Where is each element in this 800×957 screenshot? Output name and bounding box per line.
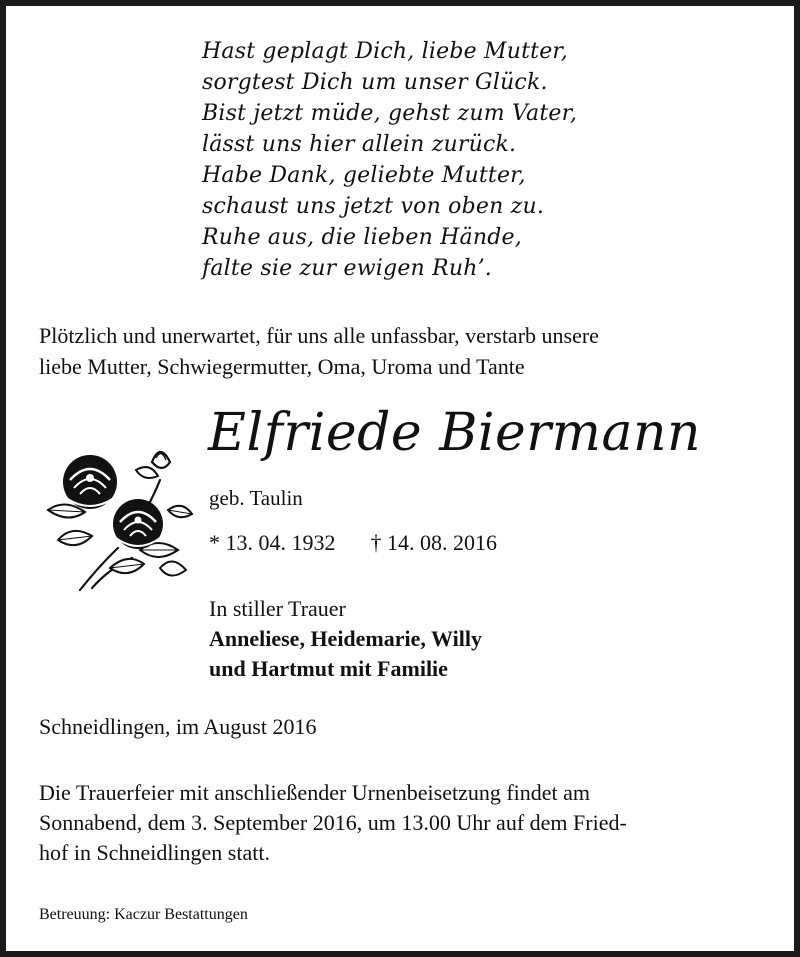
poem-line: falte sie zur ewigen Ruh’. (202, 256, 492, 281)
poem (202, 36, 622, 284)
maiden-name: geb. Taulin (209, 486, 303, 510)
intro-line-2: liebe Mutter, Schwiegermutter, Oma, Uroma und Tante (39, 354, 525, 379)
poem-line: sorgtest Dich um unser Glück. (202, 70, 548, 95)
funeral-home-credit: Betreuung: Kaczur Bestattungen (39, 906, 248, 923)
deceased-name: Elfriede Biermann (208, 403, 701, 463)
service-line-1: Die Trauerfeier mit anschließender Urnenbeisetzung findet am (39, 780, 591, 805)
mourners-line-1: Anneliese, Heidemarie, Willy (209, 626, 482, 651)
service-line-2: Sonnabend, dem 3. September 2016, um 13.00 Uhr auf dem Fried- (39, 810, 627, 835)
poem-line: Ruhe aus, die lieben Hände, (202, 225, 522, 250)
poem-line: Bist jetzt müde, gehst zum Vater, (202, 101, 578, 126)
mourners-line-2: und Hartmut mit Familie (209, 656, 448, 681)
intro-text (39, 320, 774, 382)
place-date: Schneidlingen, im August 2016 (39, 714, 317, 739)
service-line-3: hof in Schneidlingen statt. (39, 840, 270, 865)
poem-line: Habe Dank, geliebte Mutter, (202, 163, 526, 188)
mourners (209, 594, 482, 684)
mourning-intro: In stiller Trauer (209, 596, 346, 621)
funeral-service-text (39, 778, 774, 868)
poem-line: lässt uns hier allein zurück. (202, 132, 517, 157)
life-dates (209, 528, 497, 558)
intro-line-1: Plötzlich und unerwartet, für uns alle unfassbar, verstarb unsere (39, 323, 599, 348)
poem-line: schaust uns jetzt von oben zu. (202, 194, 545, 219)
poem-line: Hast geplagt Dich, liebe Mutter, (202, 39, 568, 64)
death-date: † 14. 08. 2016 (370, 530, 497, 555)
roses-icon (40, 440, 196, 592)
birth-date: * 13. 04. 1932 (209, 530, 336, 555)
